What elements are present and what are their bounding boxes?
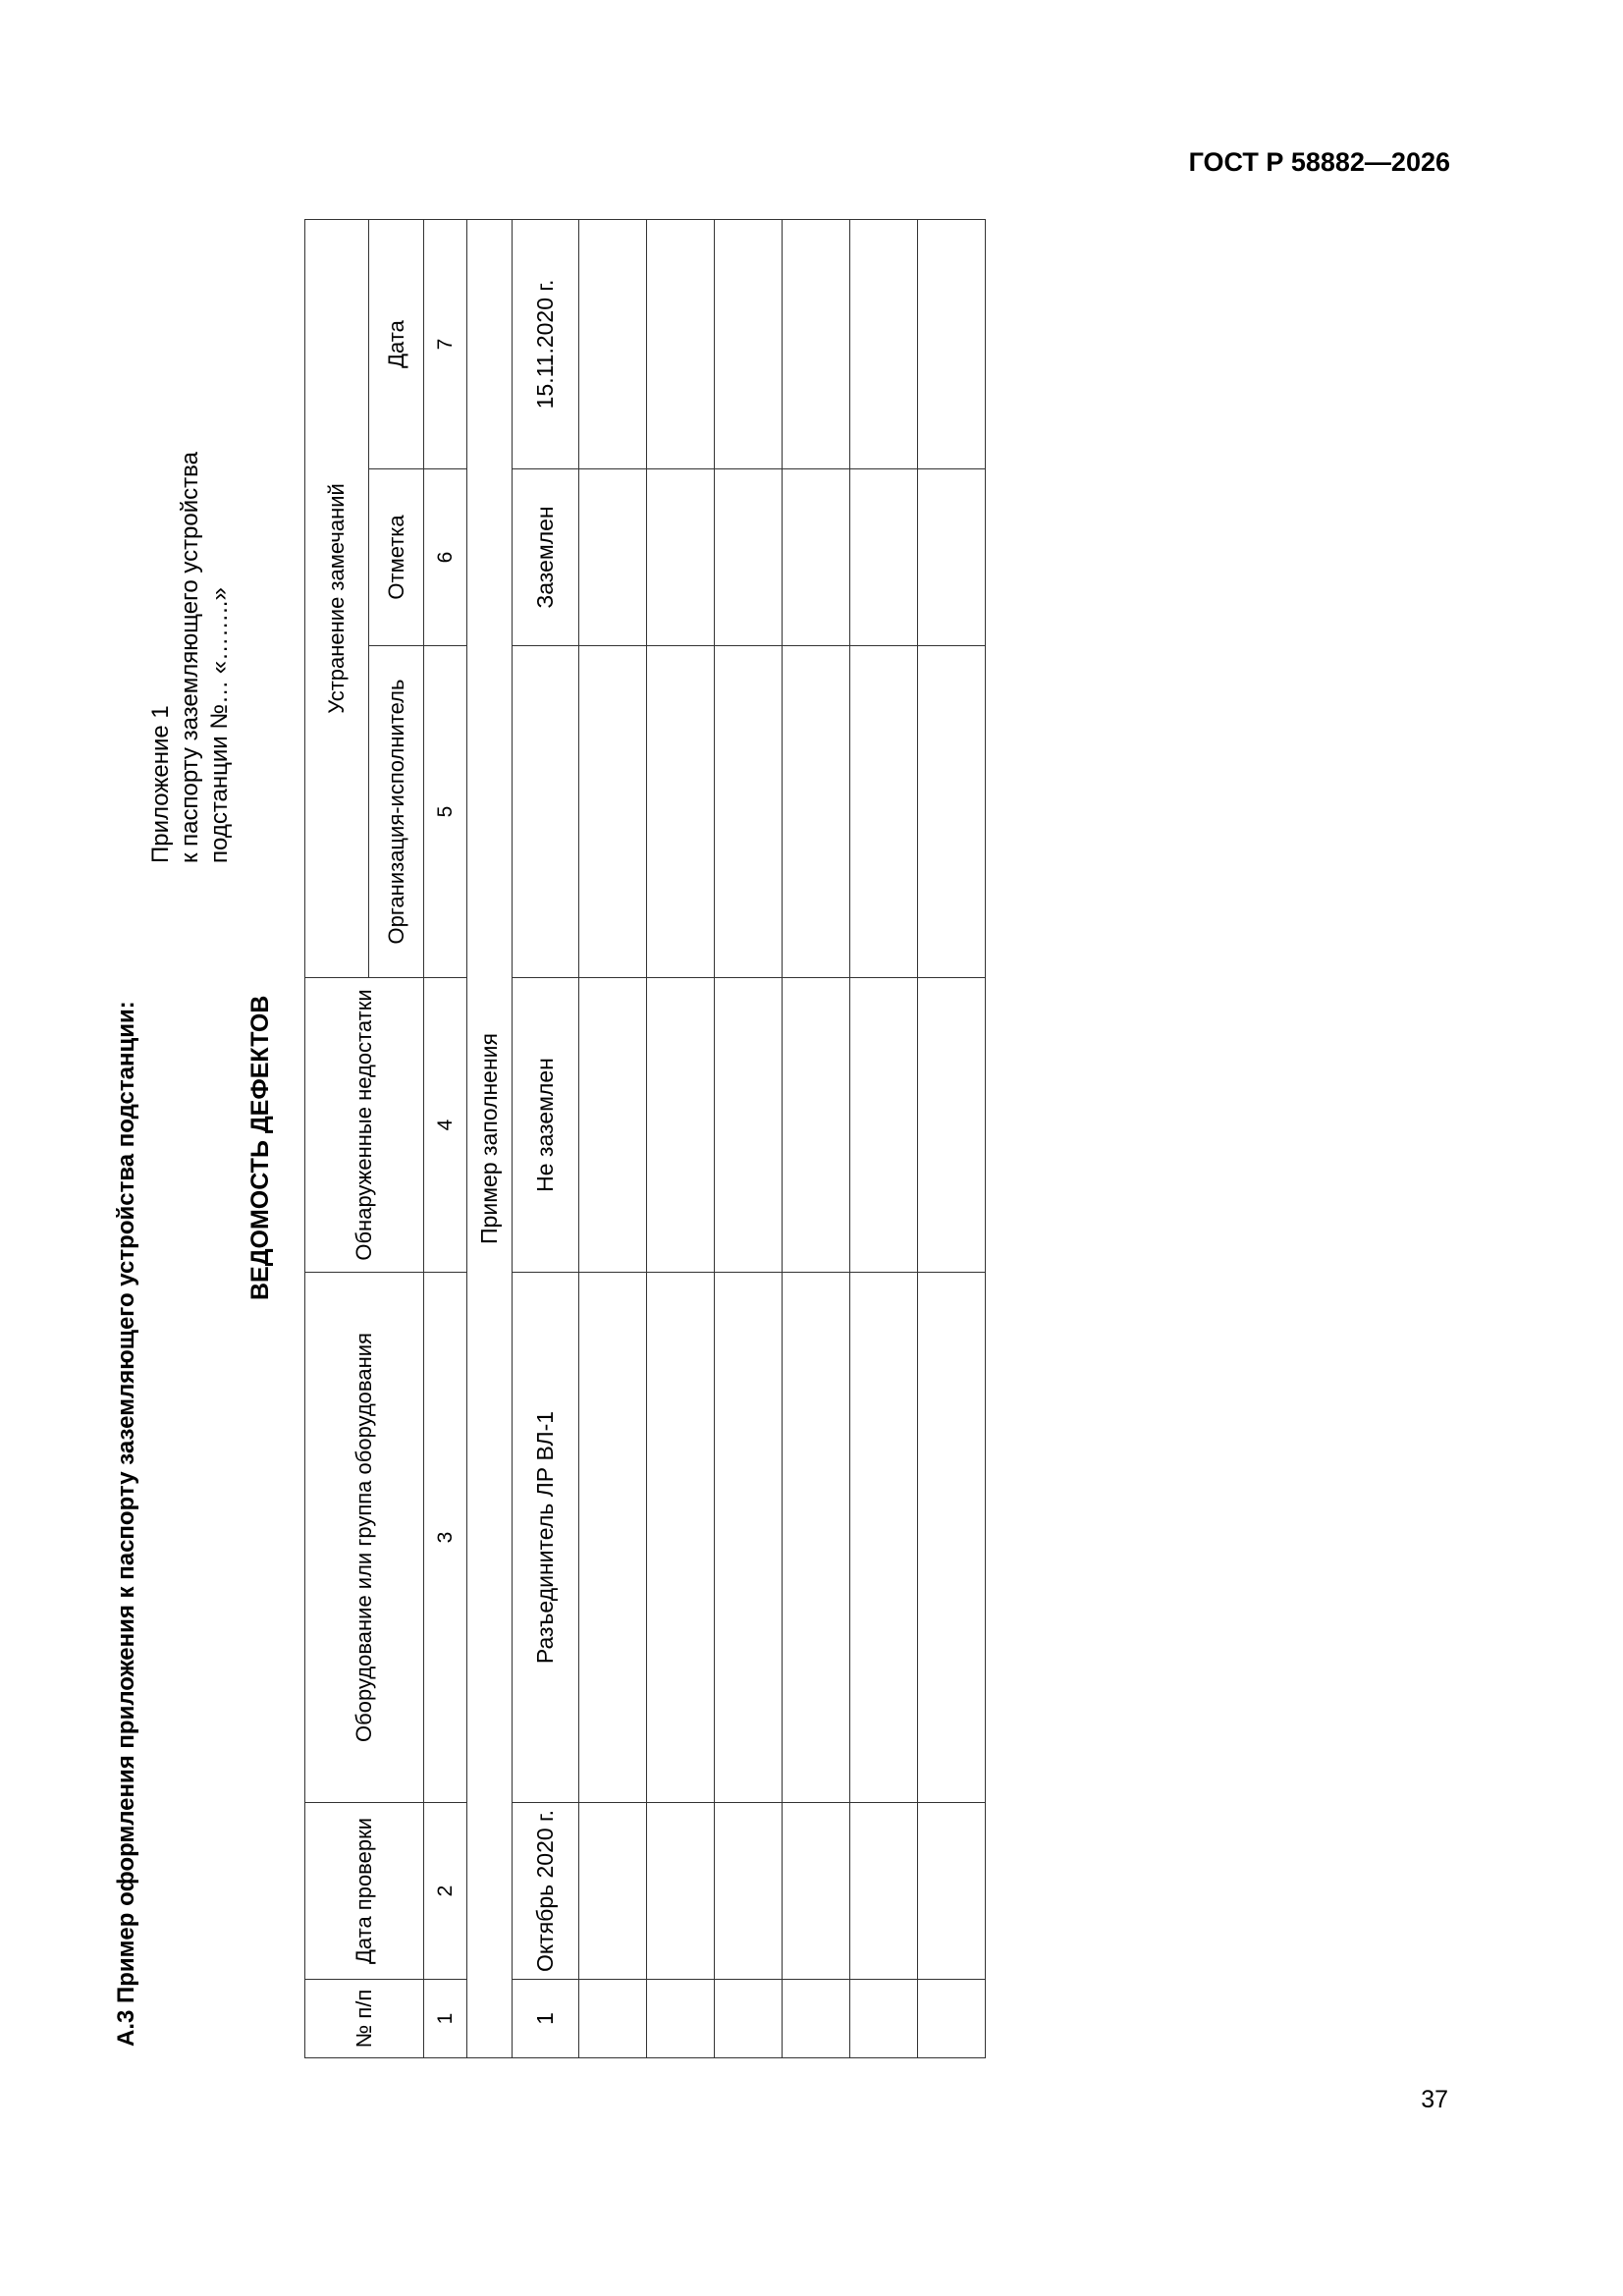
example-label: Пример заполнения <box>467 219 513 2057</box>
page-number: 37 <box>1421 2086 1448 2113</box>
empty-cell <box>850 1273 918 1803</box>
header-no: № п/п <box>305 1980 424 2058</box>
column-number: 1 <box>424 1980 467 2058</box>
cell-date: Октябрь 2020 г. <box>513 1803 579 1980</box>
column-number-row <box>424 219 467 2057</box>
empty-cell <box>715 219 783 468</box>
table-row <box>647 219 715 2057</box>
appendix-line-2: к паспорту заземляющего устройства <box>177 452 203 863</box>
empty-cell <box>647 978 715 1273</box>
cell-org <box>513 646 579 978</box>
empty-cell <box>715 1273 783 1803</box>
empty-cell <box>715 646 783 978</box>
empty-cell <box>715 469 783 646</box>
empty-cell <box>715 1803 783 1980</box>
empty-cell <box>715 978 783 1273</box>
landscape-content <box>107 225 951 2268</box>
empty-cell <box>647 469 715 646</box>
empty-cell <box>918 219 986 468</box>
table-row <box>513 219 579 2057</box>
empty-cell <box>850 1980 918 2058</box>
empty-cell <box>579 469 647 646</box>
header-remedy-date: Дата <box>369 219 424 468</box>
header-equipment: Оборудование или группа оборудования <box>305 1273 424 1803</box>
cell-mark: Заземлен <box>513 469 579 646</box>
table-row <box>850 219 918 2057</box>
defects-table <box>304 219 986 2058</box>
cell-no: 1 <box>513 1980 579 2058</box>
empty-cell <box>783 978 850 1273</box>
cell-defects: Не заземлен <box>513 978 579 1273</box>
header-remedy-group: Устранение замечаний <box>305 219 369 977</box>
empty-cell <box>647 1803 715 1980</box>
empty-cell <box>715 1980 783 2058</box>
empty-cell <box>579 219 647 468</box>
empty-cell <box>783 1803 850 1980</box>
rotated-page-content <box>107 225 951 2268</box>
column-number: 7 <box>424 219 467 468</box>
empty-cell <box>783 1980 850 2058</box>
column-number: 2 <box>424 1803 467 1980</box>
empty-cell <box>918 1273 986 1803</box>
column-number: 6 <box>424 469 467 646</box>
empty-cell <box>579 978 647 1273</box>
empty-cell <box>850 646 918 978</box>
column-number: 4 <box>424 978 467 1273</box>
table-row <box>715 219 783 2057</box>
appendix-line-3: подстанции №… «……..» <box>206 587 233 863</box>
header-mark: Отметка <box>369 469 424 646</box>
empty-cell <box>850 1803 918 1980</box>
header-org: Организация-исполнитель <box>369 646 424 978</box>
empty-cell <box>918 469 986 646</box>
empty-cell <box>918 978 986 1273</box>
empty-cell <box>579 646 647 978</box>
empty-cell <box>850 469 918 646</box>
empty-cell <box>783 219 850 468</box>
empty-cell <box>647 646 715 978</box>
table-row <box>783 219 850 2057</box>
empty-cell <box>579 1803 647 1980</box>
empty-cell <box>647 1980 715 2058</box>
form-title: ВЕДОМОСТЬ ДЕФЕКТОВ <box>246 995 274 1300</box>
column-number: 3 <box>424 1273 467 1803</box>
empty-cell <box>783 646 850 978</box>
empty-cell <box>918 646 986 978</box>
appendix-caption <box>146 452 235 863</box>
empty-cell <box>579 1980 647 2058</box>
table-row <box>918 219 986 2057</box>
table-header-row <box>305 219 369 2057</box>
empty-cell <box>783 469 850 646</box>
table-row <box>579 219 647 2057</box>
example-label-row <box>467 219 513 2057</box>
empty-cell <box>647 219 715 468</box>
appendix-line-1: Приложение 1 <box>147 705 174 863</box>
empty-cell <box>783 1273 850 1803</box>
empty-cell <box>850 978 918 1273</box>
column-number: 5 <box>424 646 467 978</box>
empty-cell <box>579 1273 647 1803</box>
section-title: А.3 Пример оформления приложения к паспорту заземляющего устройства подстанции: <box>113 1001 139 2047</box>
header-defects: Обнаруженные недостатки <box>305 978 424 1273</box>
header-date: Дата проверки <box>305 1803 424 1980</box>
empty-cell <box>850 219 918 468</box>
empty-cell <box>647 1273 715 1803</box>
empty-cell <box>918 1980 986 2058</box>
cell-equipment: Разъединитель ЛР ВЛ-1 <box>513 1273 579 1803</box>
document-header: ГОСТ Р 58882—2026 <box>1188 147 1450 177</box>
empty-cell <box>918 1803 986 1980</box>
cell-remedy-date: 15.11.2020 г. <box>513 219 579 468</box>
